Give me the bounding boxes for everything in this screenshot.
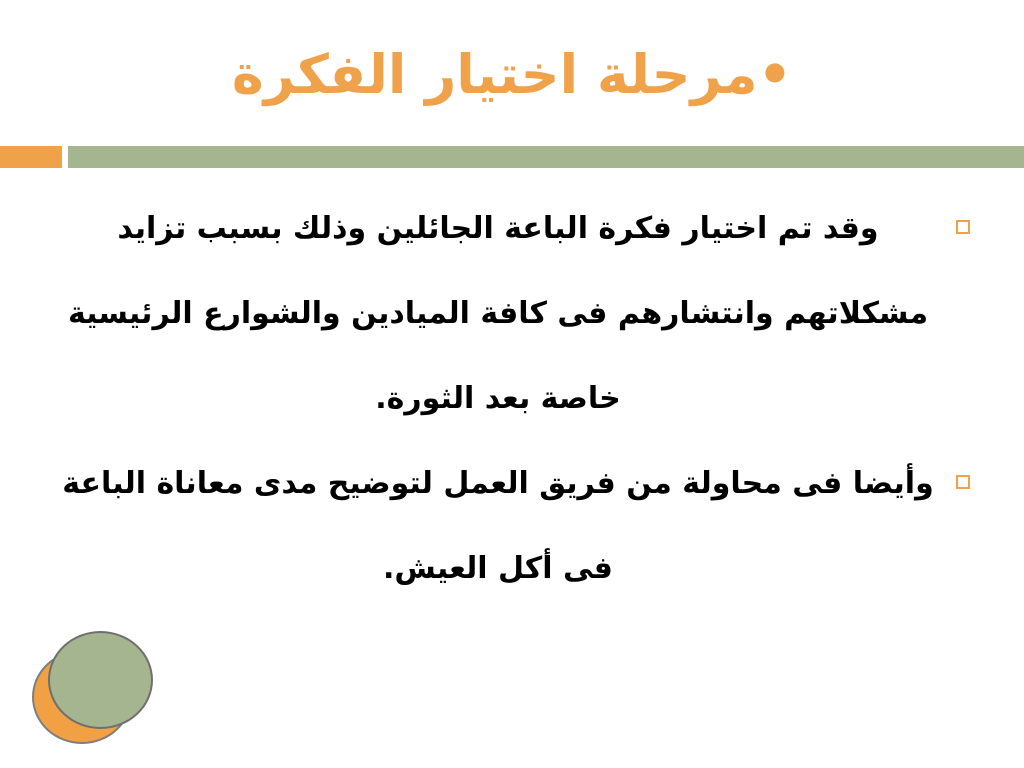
slide-title: •مرحلة اختيار الفكرة <box>231 43 793 106</box>
bullet-item <box>60 441 970 611</box>
bullet-text: وأيضا فى محاولة من فريق العمل لتوضيح مدى معاناة الباعة فى أكل العيش. <box>62 466 934 586</box>
bullet-item <box>60 186 970 441</box>
title-divider-orange <box>0 146 62 168</box>
decorative-green-circle <box>48 631 153 729</box>
title-divider-green <box>68 146 1024 168</box>
hollow-square-bullet-icon <box>956 220 970 234</box>
hollow-square-bullet-icon <box>956 475 970 489</box>
bullet-text: وقد تم اختيار فكرة الباعة الجائلين وذلك بسبب تزايد مشكلاتهم وانتشارهم فى كافة الميادين والشوارع الرئيسية خاصة بعد الثورة. <box>67 211 929 416</box>
bullet-list <box>60 186 970 611</box>
